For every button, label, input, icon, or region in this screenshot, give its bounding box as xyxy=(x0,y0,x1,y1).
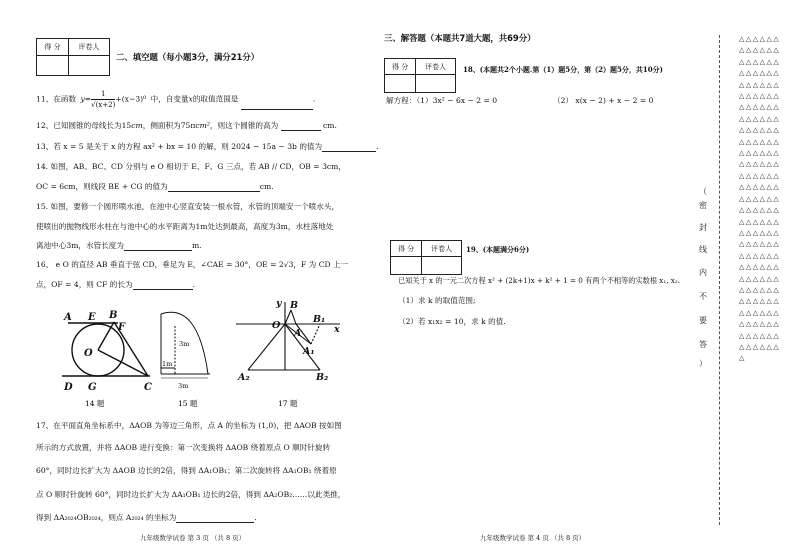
q12-unit1: cm xyxy=(131,121,143,130)
question-14-line1: 14. 如图，AB、BC、CD 分别与 e O 相切于 E、F、G 三点，若 AB // CD，OB = 3cm， xyxy=(36,162,346,171)
q14-answer-blank[interactable] xyxy=(168,191,260,192)
fig14-label-c: C xyxy=(144,382,152,393)
q18-title: 18、(本题共2个小题.第（1）题5分，第（2）题5分，共10分) xyxy=(463,65,663,74)
question-15-line3 xyxy=(36,241,202,251)
q13-text: 13、若 x = 5 是关于 x 的方程 ax² + bx = 10 的解，则 2024 − 15a − 3b 的值为 xyxy=(36,142,323,151)
q13-answer-blank[interactable] xyxy=(322,151,376,152)
figure-17 xyxy=(236,302,340,370)
seal-char-6: 要 xyxy=(699,316,707,325)
fig14-label-g: G xyxy=(88,382,97,393)
q19-part2: （2）若 x₁x₂ = 10，求 k 的值. xyxy=(398,317,506,326)
q18-part2: （2） x(x − 2) + x − 2 = 0 xyxy=(553,96,654,105)
q17-text: 得到 ΔA₂₀₂₄OB₂₀₂₄，则点 A₂₀₂₄ 的坐标为 xyxy=(36,513,177,522)
q11-formula: y= $\frac{1}{√(x+2)}$ +(x−3)⁰ xyxy=(80,90,147,109)
section-title-answer: 三、解答题（本题共7道大题，共69分） xyxy=(384,33,536,43)
q14-end: cm. xyxy=(259,182,274,191)
fig17-label-b: B xyxy=(290,300,299,311)
fig17-caption: 17 题 xyxy=(278,399,298,408)
question-15-line1: 15. 如图，要修一个圆形喷水池，在池中心竖直安装一根水管，水管的顶端安一个喷水头， xyxy=(36,202,340,211)
grader-cell[interactable] xyxy=(422,257,462,275)
q11-end: . xyxy=(312,94,316,104)
score-label: 得 分 xyxy=(385,59,416,75)
question-17-line3: 60°，同时边长扩大为 ΔAOB 边长的2倍，得到 ΔA₁OB₁；第二次旋转将 ΔA₁OB₁ 绕着原 xyxy=(36,466,337,475)
score-box-section2 xyxy=(36,38,110,76)
question-14-line2 xyxy=(36,182,274,192)
fig15-label-3m-h: 3m xyxy=(178,382,189,390)
q17-end: . xyxy=(254,513,257,522)
q12-mid: ，侧面积为75π xyxy=(142,121,196,130)
footer-page-4: 九年级数学试卷 第 4 页 （共 8 页） xyxy=(480,534,586,542)
grader-label: 评卷人 xyxy=(422,241,462,257)
q11-pre: 11、在函数 xyxy=(36,94,77,104)
fig15-label-1m: 1m xyxy=(162,360,173,368)
score-cell[interactable] xyxy=(385,75,416,93)
fig14-label-a: A xyxy=(64,312,72,323)
score-box-q19 xyxy=(390,240,462,275)
fig14-caption: 14 题 xyxy=(85,399,105,408)
fig14-label-d: D xyxy=(64,382,73,393)
fig17-label-o: O xyxy=(272,320,281,331)
fig17-label-a1: A₁ xyxy=(303,346,315,357)
q11-post: 的取值范围是 xyxy=(192,94,239,104)
fig17-label-x: x xyxy=(334,324,340,335)
q12-post: ，则这个圆锥的高为 xyxy=(209,121,279,130)
q13-end: . xyxy=(376,142,379,151)
grader-cell[interactable] xyxy=(416,75,456,93)
q15-answer-blank[interactable] xyxy=(124,250,192,251)
question-11 xyxy=(36,89,315,110)
seal-char-4: 内 xyxy=(699,268,707,277)
seal-char-2: 封 xyxy=(699,223,707,232)
q19-line1: 已知关于 x 的一元二次方程 x² + (2k+1)x + k² + 1 = 0 有两个不相等的实数根 x₁, x₂. xyxy=(398,276,681,285)
binding-dashed-line xyxy=(719,35,720,525)
q12-pre: 12、已知圆锥的母线长为15 xyxy=(36,121,132,130)
question-13 xyxy=(36,142,379,152)
question-17-line2: 所示的方式放置，并将 ΔAOB 进行变换：第一次变换将 ΔAOB 绕着原点 O 顺时针旋转 xyxy=(36,443,331,452)
fig17-label-a2: A₂ xyxy=(238,372,250,383)
q16-end: . xyxy=(192,280,196,289)
section-title-fill-blank: 二、填空题（每小题3分，满分21分） xyxy=(116,52,260,62)
score-box-q18 xyxy=(384,58,456,93)
score-label: 得 分 xyxy=(391,241,422,257)
q12-end: cm. xyxy=(323,121,337,130)
question-17-line1: 17、在平面直角坐标系中，ΔAOB 为等边三角形，点 A 的坐标为 (1,0)，把 ΔAOB 按如图 xyxy=(36,421,342,430)
fig14-label-b: B xyxy=(109,310,118,321)
question-15-line2: 使喷出的抛物线形水柱在与池中心的水平距离为1m处达到最高，高度为3m，水柱落地处 xyxy=(36,222,334,231)
score-cell[interactable] xyxy=(391,257,422,275)
q11-var: x xyxy=(188,94,193,104)
grader-label: 评卷人 xyxy=(416,59,456,75)
grader-label: 评卷人 xyxy=(69,39,110,56)
q12-answer-blank[interactable] xyxy=(281,130,321,131)
fig15-label-3m-v: 3m xyxy=(179,340,190,348)
footer-page-3: 九年级数学试卷 第 3 页 （共 8 页） xyxy=(140,534,246,542)
fig17-label-y: y xyxy=(276,298,282,309)
q11-mid: 中，自变量 xyxy=(150,94,189,104)
q12-unit2: cm² xyxy=(195,121,210,130)
q11-answer-blank[interactable] xyxy=(241,109,313,110)
fig14-line-ob xyxy=(98,322,114,350)
question-16-line1: 16、 e O 的直径 AB 垂直于弦 CD，垂足为 E，∠CAE = 30°，OE = 2√3，F 为 CD 上一 xyxy=(36,260,349,269)
seal-char-open: （ xyxy=(699,187,707,196)
q16-text: 点，OF = 4，则 CF 的长为 xyxy=(36,280,133,289)
score-cell[interactable] xyxy=(37,56,69,76)
score-label: 得 分 xyxy=(37,39,69,56)
fig17-label-b2: B₂ xyxy=(316,372,329,383)
seal-char-1: 密 xyxy=(699,201,707,210)
seal-char-3: 线 xyxy=(699,245,707,254)
q16-answer-blank[interactable] xyxy=(133,289,193,290)
question-17-line5 xyxy=(36,513,257,523)
q15-end: m. xyxy=(191,241,202,250)
figure-14 xyxy=(62,322,150,376)
seal-char-7: 答 xyxy=(699,340,707,349)
q18-solve: 解方程：（1）3x² − 6x − 2 = 0 xyxy=(386,96,498,105)
seal-char-close: ） xyxy=(699,359,707,368)
triangle-pattern: △△△△△△△△△△△△△△△△△△△△△△△△△△△△△△△△△△△△△△△△△△△△△△△△△△△△△△△△△△△△△△△△△△△△△△△△△△△△△△△△△△△△△△△△△△△△△△△△△△△△△△△△△△△△△△△△△△△△△△△△△△△△△△△△△△△△△△△△△△△△△△△△△△△△△△△△△△△△△△△△△△△△△△△△△ xyxy=(739,35,781,363)
q19-title: 19、(本题满分6分) xyxy=(466,245,530,254)
fig17-label-b1: B₁ xyxy=(313,314,326,325)
q17-answer-blank[interactable] xyxy=(176,522,254,523)
fig14-label-f: F xyxy=(118,322,126,333)
question-17-line4: 点 O 顺时针旋转 60°，同时边长扩大为 ΔA₁OB₁ 边长的2倍，得到 ΔA₂OB₂……以此类推， xyxy=(36,490,346,499)
fig14-label-o: O xyxy=(84,348,93,359)
q19-part1: （1）求 k 的取值范围; xyxy=(398,296,476,305)
seal-char-5: 不 xyxy=(699,292,707,301)
fig14-label-e: E xyxy=(88,312,96,323)
question-12 xyxy=(36,121,337,131)
q15-text: 离池中心3m，水管长度为 xyxy=(36,241,124,250)
q14-text: OC = 6cm，则线段 BE + CG 的值为 xyxy=(36,182,168,191)
fig17-label-a: A xyxy=(294,328,302,339)
figures-row xyxy=(58,298,358,410)
question-16-line2 xyxy=(36,280,195,290)
grader-cell[interactable] xyxy=(69,56,110,76)
fig15-caption: 15 题 xyxy=(178,399,198,408)
